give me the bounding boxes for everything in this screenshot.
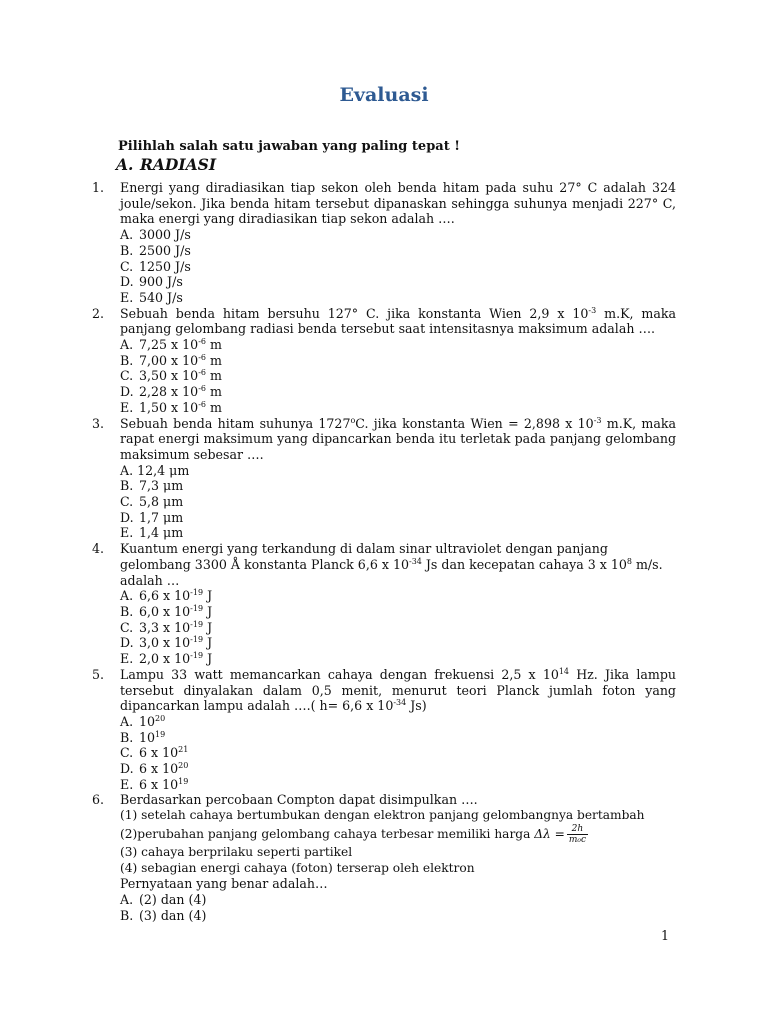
- option-b: B. 7,3 μm: [120, 478, 184, 494]
- option-letter: E.: [120, 289, 134, 305]
- option-c: C. 5,8 μm: [120, 494, 184, 510]
- page-title: Evaluasi: [339, 84, 429, 106]
- question-text: Kuantum energi yang terkandung di dalam sinar ultraviolet dengan panjang gelombang 3300 Å konstanta Planck 6,6 x $10^{-34}$ Js dan kecepatan cahaya 3 x $10^8$ m/s. adalah …: [120, 541, 663, 588]
- question-1: [92, 180, 676, 306]
- option-a: A. (2) dan (4): [120, 891, 207, 907]
- option-a: A. $10^{20}$: [120, 713, 166, 729]
- option-e: E. 2,0 x $10^{-19}$ J: [120, 650, 213, 667]
- statement-1: (1) setelah cahaya bertumbukan dengan elektron panjang gelombangnya bertambah: [120, 808, 645, 823]
- question-number: 6.: [92, 792, 105, 808]
- question-number: 2.: [92, 305, 105, 321]
- option-b: B. $10^{19}$: [120, 729, 166, 745]
- option-b: [120, 243, 676, 259]
- option-a: A. 7,25 x $10^{-6}$ m: [120, 336, 222, 353]
- option-text: 900 J/s: [139, 274, 183, 290]
- question-6: [92, 792, 676, 923]
- option-c: C. 3,50 x $10^{-6}$ m: [120, 368, 222, 384]
- option-text: 3000 J/s: [139, 227, 191, 243]
- option-d: D. 6 x $10^{20}$: [120, 760, 189, 777]
- option-a: A. 6,6 x $10^{-19}$ J: [120, 588, 213, 604]
- option-d: D. 2,28 x $10^{-6}$ m: [120, 383, 222, 400]
- option-c: C. 3,3 x $10^{-19}$ J: [120, 619, 213, 635]
- option-b: B. 6,0 x $10^{-19}$ J: [120, 603, 213, 619]
- statement-3: (3) cahaya berprilaku seperti partikel: [120, 844, 353, 859]
- option-c: [120, 259, 676, 275]
- question-number: 4.: [92, 541, 105, 557]
- option-text: 1250 J/s: [139, 258, 191, 274]
- question-text: Berdasarkan percobaan Compton dapat disimpulkan ….: [120, 792, 478, 808]
- question-text: Energi yang diradiasikan tiap sekon oleh benda hitam pada suhu 27° C adalah 324 joule/sekon. Jika benda hitam tersebut dipanaskan sehingga suhunya menjadi 227° C, maka energi yang diradiasikan tiap sekon adalah ….: [120, 180, 676, 227]
- question-4: [92, 541, 676, 667]
- option-a: A. 12,4 μm: [120, 462, 190, 478]
- statement-4: (4) sebagian energi cahaya (foton) terserap oleh elektron: [120, 860, 475, 875]
- question-text: Lampu 33 watt memancarkan cahaya dengan frekuensi 2,5 x $10^{14}$ Hz. Jika lampu tersebut dinyalakan dalam 0,5 menit, menurut teori Planck jumlah foton yang dipancarkan lampu adalah ….( h= 6,6 x $10^{-34}$ Js): [120, 666, 676, 714]
- section-name: RADIASI: [140, 155, 217, 174]
- question-list: [92, 180, 676, 923]
- option-letter: A.: [120, 227, 134, 243]
- option-e: E. 6 x $10^{19}$: [120, 776, 189, 792]
- question-3: [92, 416, 676, 542]
- formula: Δλ =: [534, 826, 565, 841]
- option-e: [120, 290, 676, 306]
- option-d: D. 3,0 x $10^{-19}$ J: [120, 635, 213, 651]
- option-e: E. 1,50 x $10^{-6}$ m: [120, 399, 222, 415]
- instruction-text: Pilihlah salah satu jawaban yang paling tepat !: [118, 139, 460, 154]
- option-d: D. 1,7 μm: [120, 509, 184, 525]
- page-number: 1: [661, 928, 670, 943]
- question-number: 5.: [92, 666, 105, 682]
- question-number: 3.: [92, 415, 105, 431]
- option-letter: D.: [120, 274, 134, 290]
- option-letter: C.: [120, 258, 134, 274]
- option-a: [120, 227, 676, 243]
- question-2: [92, 306, 676, 416]
- option-e: E. 1,4 μm: [120, 525, 184, 541]
- section-heading: [116, 155, 216, 174]
- option-b: B. 7,00 x $10^{-6}$ m: [120, 352, 222, 368]
- question-5: [92, 667, 676, 793]
- section-letter: A.: [116, 155, 134, 174]
- question-number: 1.: [92, 180, 105, 195]
- option-letter: B.: [120, 242, 134, 258]
- fraction: $\frac{2h}{\text{m₀c}}$: [568, 823, 587, 845]
- question-text: Sebuah benda hitam suhunya 1727$^o$C. jika konstanta Wien = 2,898 x $10^{-3}$ m.K, maka rapat energi maksimum yang dipancarkan benda itu terletak pada panjang gelombang maksimum sebesar ….: [120, 415, 677, 462]
- answer-prompt: Pernyataan yang benar adalah…: [120, 876, 328, 892]
- option-text: 540 J/s: [139, 289, 183, 305]
- option-d: [120, 274, 676, 290]
- statement-2: (2)perubahan panjang gelombang cahaya terbesar memiliki harga Δλ = $\frac{2h}{\text{m₀c}}$: [120, 823, 587, 845]
- option-c: C. 6 x $10^{21}$: [120, 745, 189, 761]
- option-text: 2500 J/s: [139, 242, 191, 258]
- option-b: B. (3) dan (4): [120, 907, 207, 923]
- question-text: Sebuah benda hitam bersuhu 127° C. jika konstanta Wien 2,9 x $10^{-3}$ m.K, maka panjang gelombang radiasi benda tersebut saat intensitasnya maksimum adalah ….: [120, 305, 677, 337]
